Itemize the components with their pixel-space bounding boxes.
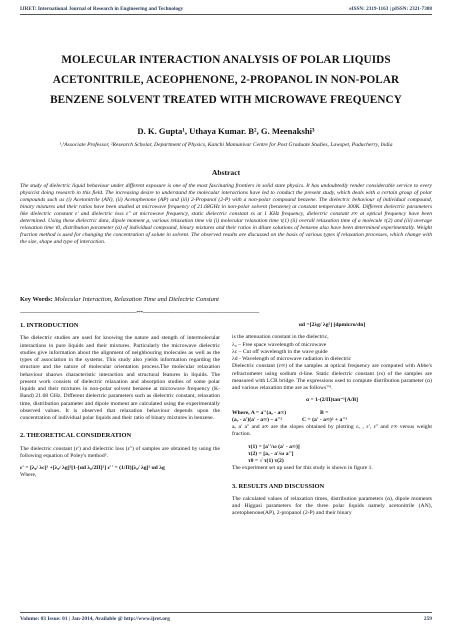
- a-definition: [232, 410, 432, 417]
- poley-equation: ε' = [λ₀/ λc]² +[λ₀/ λg]²[1-[αd λ₀/2Π]²] ε'' = (1/Π)[λ₀/ λg]² αd λg: [20, 465, 165, 471]
- tau2-equation: τ(2) = [aₒ - a'/ω a'']: [248, 450, 294, 457]
- intro-heading: 1. INTRODUCTION: [20, 322, 79, 329]
- results-heading: 3. RESULTS AND DISCUSSION: [232, 482, 325, 490]
- a-equation: Where, A = a''(aₒ - a∞): [232, 409, 287, 416]
- volume-info: Volume: 03 Issue: 01 | Jan-2014, Available @ http://www.ijret.org: [20, 616, 170, 622]
- abstract-text: The study of dielectric liquid behaviour under different exposure is one of the most fascinating frontiers in solid state physics. It has undoubtedly render considerable service to every physicist doing research in this field. The increasing desire to understand the molecular interactions have led to conduct the present study, which deals with a certain group of polar compounds such as (i) Acetonitrile (AN), (ii) Acetophenone (AP) and (iii) 2-Propanol (2-P) with a non-polar compound benzene. The dielectric behaviour of individual compound, binary mixtures and their ratios have been studied at microwave frequency of 21.68GHz in non-polar solvent (benzene) at constant temperature 300K. Different dielectric parameters like dielectric constant ε' and dielectric loss ε'' at microwave frequency, static dielectric constant εs at 1 KHz frequency, dielectric constant ε∞ at optical frequency have been determined. Using these dielectric data, dipole moment μ, various relaxation time viz (i) molecular relaxation time τ(1) (ii) overall relaxation time of a molecule τ(2) and (iii) average relaxation time τ0, distribution parameter (α) of individual compound, binary mixtures and their ratios in dilute solutions of benzene also have been determined experimentally. Weight fraction method is used for changing the concentration of solute in solvent. The observed results are discussed on the basis of various types if relaxation processes, which change with the size, shape and type of interaction.: [20, 183, 432, 246]
- results-text: The calculated values of relaxation times, distribution parameters (α), dipole moments and Higgasi parameters for the three polar liquids namely acetonitrile (AN), acetophenone(AP), 2-propanol (2-P) and their binary: [232, 495, 432, 517]
- section-separator: --------------------------------------------------------------------------------------------***--------------------------------------------------------------------------------------------: [20, 311, 260, 316]
- definition-line-4: λd - Wavelength of microwave radiation in dielectric: [232, 356, 352, 362]
- footer-rule: [20, 612, 432, 613]
- affiliation: ¹,³Associate Professor, ²Research Scholar, Department of Physics, Kanchi Mamunivar Centre for Post Graduate Studies, Lawspet, Puducherry, India: [59, 142, 393, 148]
- b-equation: B =: [320, 409, 329, 416]
- tau0-equation: τ0 = √ τ(1) τ(2): [248, 458, 284, 464]
- page-number: 259: [423, 616, 432, 622]
- tau1-equation: τ(1) = [a''/ω (a' - a∞)]: [248, 443, 300, 450]
- setup-text: The experiment set up used for this study is shown in figure 1.: [232, 465, 373, 472]
- title-line-1: MOLECULAR INTERACTION ANALYSIS OF POLAR LIQUIDS: [61, 54, 391, 66]
- alpha-formula: α = 1-(2/Π)tan⁻¹[A/B]: [305, 397, 359, 404]
- right-column: [232, 322, 432, 523]
- theory-text: The dielectric constant (ε') and dielectric loss (ε'') of samples are obtained by using the following equation of Poley's method⁵.: [20, 445, 220, 459]
- slopes-text: aₒ a' a'' and a∞ are the slopes obtained by plotting εₒ , ε', ε'' and ε∞ versus weight fraction.: [232, 424, 432, 438]
- b-c-definition: [232, 417, 432, 424]
- intro-text: The dielectric studies are used for knowing the nature and stength of intermolecular interactions in pure liquids and their mixtures. Particularly the microwave dielectric studies give information about the alignment of neighbouring molecules as well as the types of association in the systems. This study also yields information regarding the structure and the nature of molecular orientation process.The molecular relaxation behaviour shaows characteristic interaction and structural features in liquids. The present work consists of dielectric relaxation and absorption studies of some polar liquids and their mixtures in non-polar solvent benzene at microwave frequency (K-Band) 21.68 GHz. Different dielectric parameters such as dielectric constant, relaxation time, distribution parameter and dipole moment are calculated using the experimentally observed values. It is observed that relaxation behaviour depends upon the concentration of individual polar liquids and their ratio of binary mixtures in benzene.: [20, 335, 220, 421]
- header-rule: [20, 14, 432, 15]
- abstract-heading: Abstract: [211, 168, 241, 177]
- title-line-3: BENZENE SOLVENT TREATED WITH MICROWAVE FREQUENCY: [50, 94, 402, 106]
- where-label: Where,: [20, 472, 37, 479]
- definition-paragraph: Dielectric constant (ε∞) of the samples at optical frequency are computed with Abbe's refractometer using sodium d-line. Static dielectric constant (εs) of the samples are measured with LCR bridge. The expressions used to compute distribution parameter (α) and various relaxation time are as follows⁷'⁸.: [232, 363, 432, 391]
- theory-heading: 2. THEORETICAL CONSIDERATION: [20, 432, 132, 440]
- title-line-2: ACETONITRILE, ACEOPHENONE, 2-PROPANOL IN NON-POLAR: [52, 74, 400, 86]
- definition-line-3: λc – Cut off wavelength in the wave guide: [232, 348, 328, 355]
- paper-title: [24, 50, 428, 110]
- left-column: [20, 322, 220, 480]
- attenuation-equation: αd =[2λg/ λg²] [dρmicro/dn]: [298, 322, 366, 328]
- journal-footer: [20, 616, 432, 622]
- issn: eISSN: 2319-1163 | pISSN: 2321-7308: [349, 6, 432, 12]
- journal-name: IJRET: International Journal of Research in Engineering and Technology: [20, 6, 184, 12]
- keywords: [20, 296, 432, 303]
- c-equation: C = (a' - a∞)² + a''²: [302, 416, 348, 423]
- keywords-label: Key Words:: [20, 296, 53, 303]
- definition-line-1: is the attenuation constant in the dielectric,: [232, 334, 329, 341]
- definition-line-2: λ₀ – Free space wavelength of microwave: [232, 341, 327, 348]
- authors: D. K. Gupta¹, Uthaya Kumar. B², G. Meenakshi³: [137, 126, 315, 136]
- keywords-text: Molecular Interaction, Relaxation Time and Dielectric Constant: [54, 296, 219, 303]
- b-equation-cont: (aₒ - a')(a' - a∞) – a''²: [232, 416, 283, 423]
- journal-header: [20, 6, 432, 12]
